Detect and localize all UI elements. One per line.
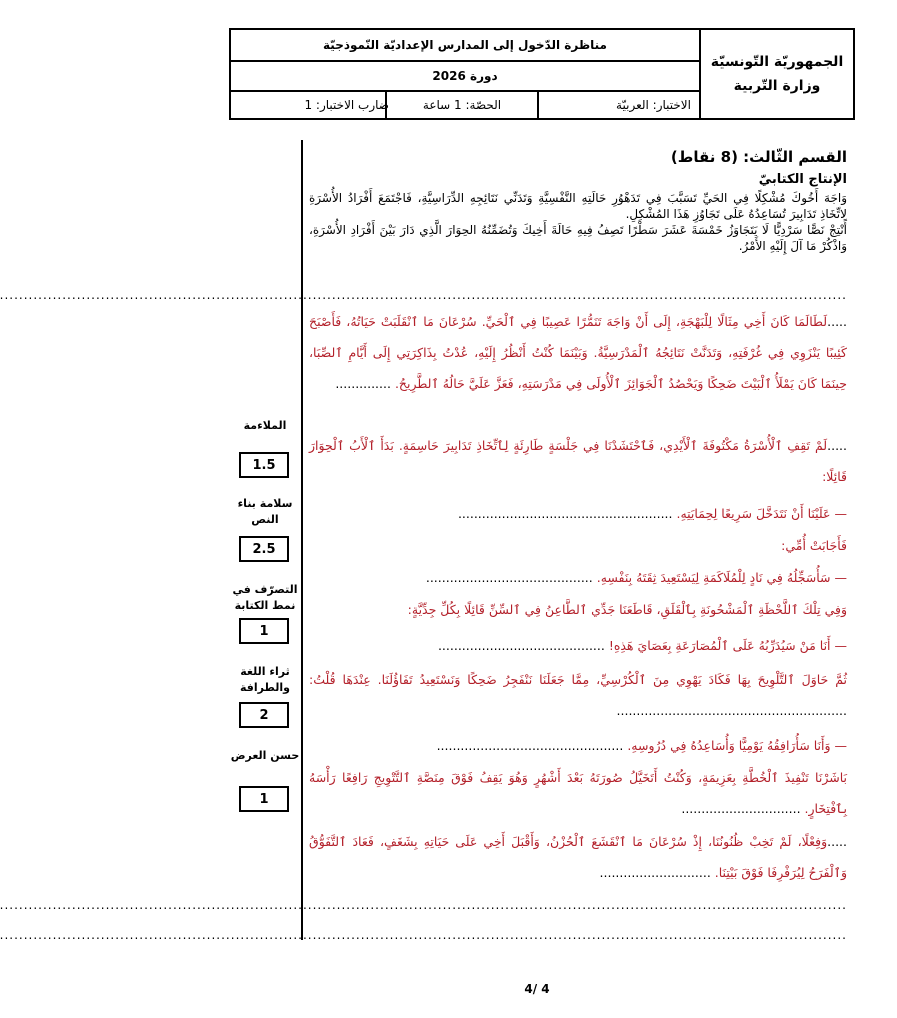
essay-text: فَأَجَابَتْ أُمِّي: xyxy=(781,538,847,553)
prompt-context: وَاجَهَ أَخُوكَ مُشْكِلًا فِي الحَيِّ تَسَبَّبَ فِي تَدَهْوُرِ حَالَتِهِ النَّفْسِيَّةِ وَتَدَنِّي نَتَائِجِهِ الدِّرَاسِيَّةِ، فَاجْتَمَعَ أَفْرَادُ الأُسْرَةِ لِاتِّخَاذِ تَدَابِيرَ تُسَاعِدُهُ عَلَى تَجَاوُزِ هَذَا المُشْكِلِ. xyxy=(309,191,847,221)
dotted-lead: ..... xyxy=(827,438,847,453)
essay-text: — عَلَيْنَا أَنْ نَتَدَخَّلَ سَرِيعًا لِحِمَايَتِهِ. xyxy=(676,506,847,521)
margin-divider xyxy=(301,140,303,940)
dotted-tail: .......................................... xyxy=(437,638,609,653)
essay-paragraph-6 xyxy=(309,826,847,888)
dotted-tail: .......................................................... xyxy=(616,703,847,718)
dotted-tail: ............................................... xyxy=(436,738,628,753)
exam-session: دورة 2026 xyxy=(231,62,699,92)
section-subtitle: الإنتاج الكتابيّ xyxy=(758,172,847,187)
essay-dialogue-4 xyxy=(309,730,847,761)
section-title: القسم الثّالث: (8 نقاط) xyxy=(670,148,847,166)
answer-line: ................................................................................................................................................................................ xyxy=(0,288,847,302)
criterion-score-structure: 2.5 xyxy=(239,536,289,562)
answer-line: ................................................................................................................................................................................ xyxy=(0,898,847,912)
essay-text: ثُمَّ حَاوَلَ ٱلتَّلْوِيحَ بِهَا فَكَادَ يَهْوِي مِنَ ٱلْكُرْسِيِّ، مِمَّا جَعَلَنَا نَنْفَجِرُ ضَحِكًا وَنَسْتَعِيدُ تَفَاؤُلَنَا. عِنْدَهَا قُلْتُ: xyxy=(309,672,847,687)
essay-text: وَفِعْلًا، لَمْ تَخِبْ ظُنُونُنَا، إِذْ سُرْعَانَ مَا ٱنْقَشَعَ ٱلْحُزْنُ، وَأَقْبَلَ أَخِي عَلَى حَيَاتِهِ بِشَغَفٍ، فَعَادَ ٱلتَّفَوُّقُ وَٱلْفَرَحُ لِيُرَفْرِفَا فَوْقَ بَيْتِنَا. xyxy=(309,834,847,880)
prompt-instruction: أَنْتِجْ نَصًّا سَرْدِيًّا لَا يَتَجَاوَزُ خَمْسَةَ عَشَرَ سَطْرًا تَصِفُ فِيهِ حَالَةَ أَخِيكَ وَتُضَمِّنُهُ الحِوَارَ الَّذِي دَارَ بَيْنَ أَفْرَادِ الأُسْرَةِ، وَاذْكُرْ مَا آلَ إِلَيْهِ الأَمْرُ. xyxy=(309,223,847,253)
answer-line: ................................................................................................................................................................................ xyxy=(0,928,847,942)
essay-dialogue-2 xyxy=(309,562,847,593)
criterion-label-relevance: الملاءمة xyxy=(243,419,287,432)
exam-header xyxy=(229,28,855,120)
criterion-label-presentation: حسن العرض xyxy=(230,749,300,762)
essay-paragraph-4 xyxy=(309,664,847,726)
essay-text: لَمْ تَقِفِ ٱلْأُسْرَةُ مَكْتُوفَةَ ٱلْأَيْدِي، فَٱحْتَشَدْنَا فِي جَلْسَةٍ طَارِئَةٍ لِٱتِّخَاذِ تَدَابِيرَ حَاسِمَةٍ. بَدَأَ ٱلْأَبُ ٱلْحِوَارَ قَائِلًا: xyxy=(309,438,847,484)
exam-coefficient: ضارب الاختبار: 1 xyxy=(304,98,389,112)
essay-paragraph-2 xyxy=(309,430,847,492)
essay-paragraph-5 xyxy=(309,762,847,824)
criterion-score-presentation: 1 xyxy=(239,786,289,812)
dotted-tail: ...................................................... xyxy=(457,506,677,521)
criterion-score-writing-mode: 1 xyxy=(239,618,289,644)
criterion-label-structure: سلامة بناء النص xyxy=(237,497,293,526)
dotted-tail: .............. xyxy=(335,376,395,391)
dotted-lead: ..... xyxy=(827,834,847,849)
dotted-tail: ............................ xyxy=(599,865,715,880)
essay-text: — وَأَنَا سَأُرَافِقُهُ يَوْمِيًّا وَأُسَاعِدُهُ فِي دُرُوسِهِ. xyxy=(627,738,847,753)
page-number: 4/ 4 xyxy=(524,982,550,996)
essay-paragraph-3 xyxy=(309,594,847,625)
exam-duration: الحصّة: 1 ساعة xyxy=(385,92,539,118)
essay-dialogue-1-reply xyxy=(309,530,847,561)
criterion-label-language: ثراء اللغة والطرافة xyxy=(240,665,290,694)
essay-text: — أَنَا مَنْ سَيُدَرِّبُهُ عَلَى ٱلْمُصَارَعَةِ بِعَصَايَ هَذِهِ! xyxy=(608,638,847,653)
writing-prompt xyxy=(309,190,847,254)
essay-text: لَطَالَمَا كَانَ أَخِي مِثَالًا لِلْبَهْجَةِ، إِلَى أَنْ وَاجَهَ تَنَمُّرًا عَصِيبًا فِي ٱلْحَيِّ. سُرْعَانَ مَا ٱنْقَلَبَتْ حَيَاتُهُ، فَأَصْبَحَ كَئِيبًا يَنْزَوِي فِي غُرْفَتِهِ، وَتَدَنَّتْ نَتَائِجُهُ ٱلْمَدْرَسِيَّةُ. وَبَيْنَمَا كُنْتُ أَنْظُرُ إِلَيْهِ، عُدْتُ بِذَاكِرَتِي إِلَى أَيَّامِ ٱلصِّبَا، حِينَمَا كَانَ يَمْلَأُ ٱلْبَيْتَ ضَحِكًا وَيَحْصُدُ ٱلْجَوَائِزَ ٱلْأُولَى فِي مَدْرَسَتِهِ، فَعَزَّ عَلَيَّ حَالُهُ ٱلطَّرِيحُ. xyxy=(309,314,847,391)
dotted-lead: ..... xyxy=(827,314,847,329)
ministry-name: وزارة التّربية xyxy=(733,78,821,94)
criterion-score-language: 2 xyxy=(239,702,289,728)
issuer-block xyxy=(699,30,853,118)
essay-text: وَفِي تِلْكَ ٱللَّحْظَةِ ٱلْمَشْحُونَةِ بِٱلْقَلَقِ، قَاطَعَنَا جَدِّي ٱلطَّاعِنُ فِي ٱلسِّنِّ قَائِلًا بِكُلِّ جِدِّيَّةٍ: xyxy=(407,602,847,617)
dotted-tail: .............................. xyxy=(681,801,805,816)
essay-paragraph-1 xyxy=(309,306,847,399)
criterion-label-writing-mode: التصرّف في نمط الكتابة xyxy=(232,583,298,612)
criterion-score-relevance: 1.5 xyxy=(239,452,289,478)
dotted-tail: .......................................... xyxy=(425,570,597,585)
exam-subject: الاختبار: العربيّة xyxy=(616,98,691,112)
exam-info-block xyxy=(231,30,699,118)
exam-details-row xyxy=(231,92,699,118)
essay-text: بَاشَرْنَا تَنْفِيذَ ٱلْخُطَّةِ بِعَزِيمَةٍ، وَكُنْتُ أَتَخَيَّلُ صُورَتَهُ بَعْدَ أَشْهُرٍ وَهُوَ يَقِفُ فَوْقَ مِنَصَّةِ ٱلتَّتْوِيجِ رَافِعًا رَأْسَهُ بِٱفْتِخَارٍ. xyxy=(309,770,847,816)
essay-dialogue-1 xyxy=(309,498,847,529)
exam-title: مناظرة الدّخول إلى المدارس الإعداديّة النّموذجيّة xyxy=(231,30,699,62)
essay-dialogue-3 xyxy=(309,630,847,661)
republic-name: الجمهوريّة التّونسيّة xyxy=(710,54,844,70)
essay-text: — سَأُسَجِّلُهُ فِي نَادٍ لِلْمُلَاكَمَةِ لِيَسْتَعِيدَ ثِقَتَهُ بِنَفْسِهِ. xyxy=(596,570,847,585)
